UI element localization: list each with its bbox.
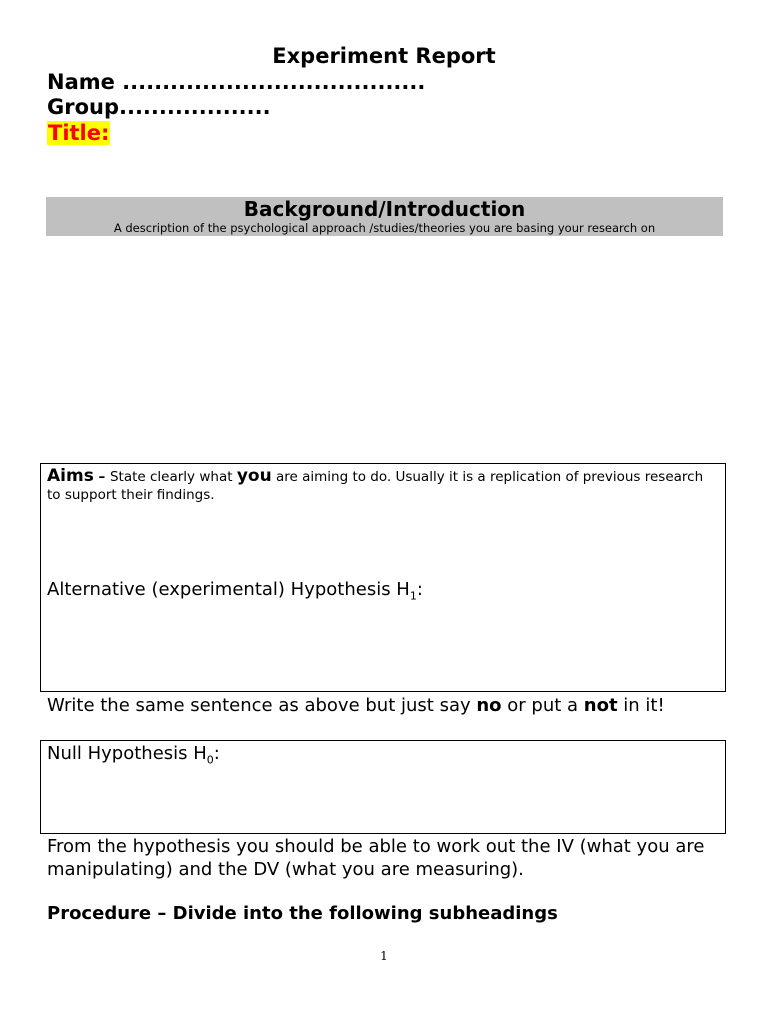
null-hypothesis bbox=[47, 742, 220, 766]
group-field-line: Group................... bbox=[47, 95, 271, 119]
aims-box bbox=[40, 463, 726, 692]
aims-dash: – bbox=[93, 469, 110, 485]
document-title: Experiment Report bbox=[272, 44, 496, 68]
background-heading: Background/Introduction bbox=[243, 197, 526, 221]
aims-text-after: are aiming to do. Usually it is a replication of previous research to support their findings. bbox=[47, 469, 704, 503]
name-field-line: Name ...................................... bbox=[47, 70, 426, 94]
background-description: A description of the psychological approach /studies/theories you are basing your research on bbox=[113, 221, 656, 235]
alternative-hypothesis-suffix: : bbox=[416, 579, 423, 600]
aims-emphasis: you bbox=[236, 466, 272, 486]
null-instruction-not: not bbox=[583, 695, 618, 716]
aims-text bbox=[47, 467, 705, 504]
null-instruction-part1: Write the same sentence as above but just say bbox=[47, 695, 477, 716]
iv-dv-paragraph: From the hypothesis you should be able to work out the IV (what you are manipulating) and the DV (what you are measuring). bbox=[47, 836, 705, 880]
title-field bbox=[47, 120, 110, 146]
background-section-header bbox=[46, 197, 723, 236]
procedure-heading: Procedure – Divide into the following subheadings bbox=[47, 903, 558, 924]
page-number: 1 bbox=[380, 949, 388, 963]
null-instruction bbox=[47, 694, 737, 717]
null-instruction-part2: or put a bbox=[501, 695, 584, 716]
title-label: Title: bbox=[48, 121, 110, 145]
null-instruction-no: no bbox=[476, 695, 502, 716]
alternative-hypothesis-text: Alternative (experimental) Hypothesis H bbox=[47, 579, 410, 600]
alternative-hypothesis bbox=[47, 578, 423, 602]
null-hypothesis-box bbox=[40, 740, 726, 834]
null-instruction-part3: in it! bbox=[617, 695, 665, 716]
null-hypothesis-suffix: : bbox=[213, 743, 220, 764]
null-hypothesis-subscript: 0 bbox=[206, 753, 214, 767]
null-hypothesis-text: Null Hypothesis H bbox=[47, 743, 207, 764]
aims-text-before: State clearly what bbox=[109, 469, 237, 485]
alternative-hypothesis-subscript: 1 bbox=[409, 589, 417, 603]
aims-label: Aims bbox=[47, 466, 94, 486]
